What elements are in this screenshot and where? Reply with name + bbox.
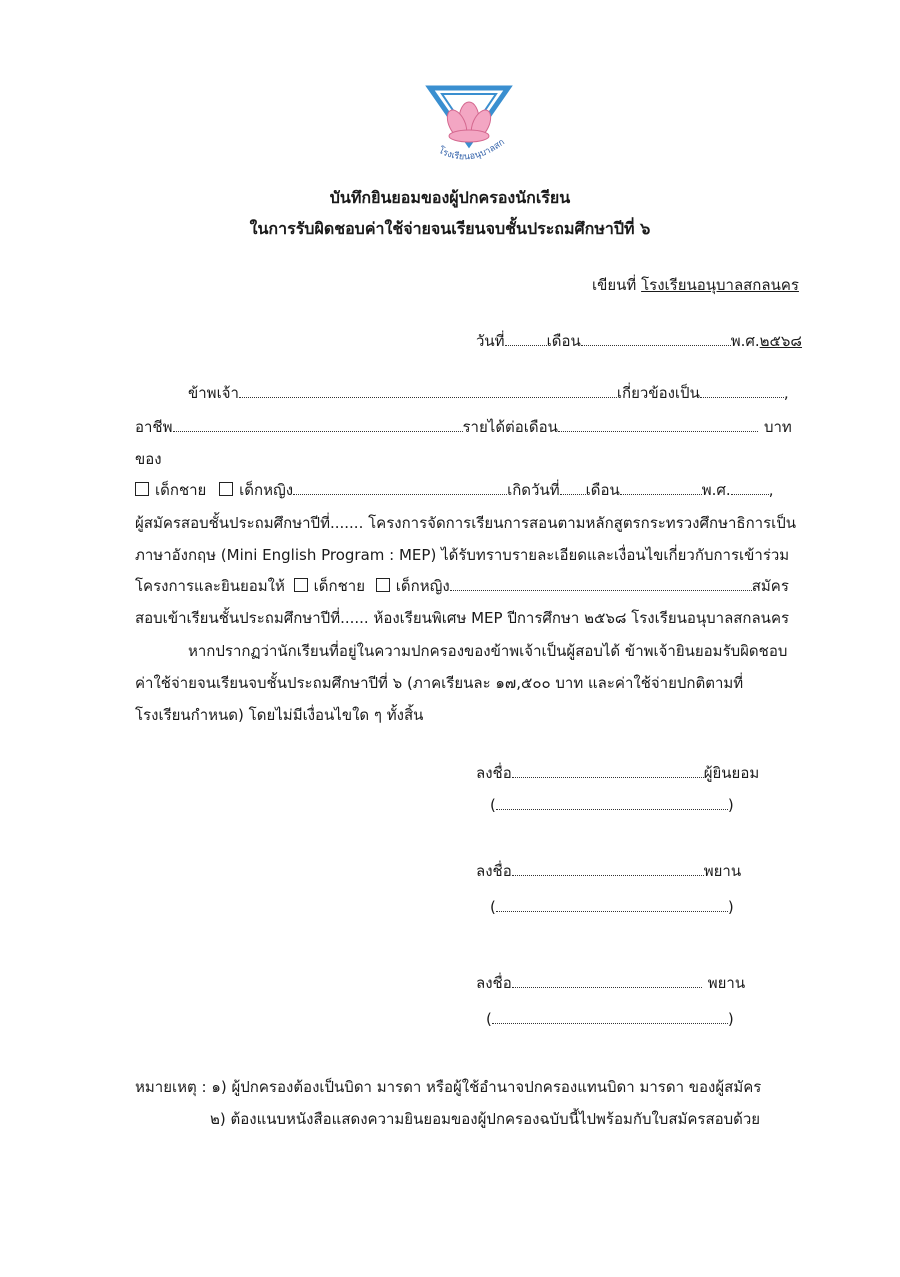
girl-label-2: เด็กหญิง bbox=[395, 577, 450, 595]
relation-field[interactable] bbox=[700, 383, 784, 398]
child-name-field[interactable] bbox=[293, 480, 507, 495]
apply-label: สมัคร bbox=[751, 577, 789, 595]
signature-field[interactable] bbox=[512, 973, 702, 988]
printed-name-field[interactable] bbox=[496, 795, 728, 810]
boy-label-2: เด็กชาย bbox=[313, 577, 366, 595]
child-name-field-2[interactable] bbox=[450, 576, 752, 591]
boy-checkbox-2[interactable] bbox=[294, 578, 308, 592]
printed-name-field[interactable] bbox=[496, 897, 728, 912]
printed-name-field[interactable] bbox=[492, 1009, 728, 1024]
year-value: ๒๕๖๘ bbox=[759, 332, 803, 350]
para2-line-3: โรงเรียนกำหนด) โดยไม่มีเงื่อนไขใด ๆ ทั้งสิ้น bbox=[135, 706, 424, 724]
income-label: รายได้ต่อเดือน bbox=[462, 418, 558, 436]
paren-open: ( bbox=[490, 796, 496, 814]
title-line-1: บันทึกยินยอมของผู้ปกครองนักเรียน bbox=[329, 188, 571, 207]
signature-3-name bbox=[486, 1009, 734, 1029]
place-line bbox=[592, 275, 799, 295]
birth-month-label: เดือน bbox=[585, 481, 620, 499]
occupation-label: อาชีพ bbox=[135, 418, 173, 436]
note-2: ๒) ต้องแนบหนังสือแสดงความยินยอมของผู้ปกครองฉบับนี้ไปพร้อมกับใบสมัครสอบด้วย bbox=[210, 1110, 761, 1128]
paren-close: ) bbox=[727, 1010, 734, 1028]
body-line-7 bbox=[135, 576, 789, 596]
boy-checkbox[interactable] bbox=[135, 482, 149, 496]
paren-open: ( bbox=[486, 1010, 492, 1028]
sign-label: ลงชื่อ bbox=[476, 862, 512, 880]
birth-day-field[interactable] bbox=[560, 480, 586, 495]
signature-3 bbox=[476, 973, 745, 993]
birth-year-field[interactable] bbox=[731, 480, 769, 495]
paren-open: ( bbox=[490, 898, 496, 916]
name-field[interactable] bbox=[239, 383, 617, 398]
body-line-4 bbox=[135, 480, 773, 500]
day-field[interactable] bbox=[505, 331, 547, 346]
body-line-8: สอบเข้าเรียนชั้นประถมศึกษาปีที่...... ห้องเรียนพิเศษ MEP ปีการศึกษา ๒๕๖๘ โรงเรียนอนุบาลสกลนคร bbox=[135, 609, 790, 627]
body-line-3: ของ bbox=[135, 450, 162, 468]
comma: , bbox=[783, 384, 789, 402]
signature-1-name bbox=[490, 795, 734, 815]
birth-label: เกิดวันที่ bbox=[507, 481, 560, 499]
witness-label: พยาน bbox=[703, 862, 742, 880]
month-label: เดือน bbox=[546, 332, 581, 350]
place-label: เขียนที่ bbox=[592, 276, 637, 294]
girl-label: เด็กหญิง bbox=[239, 481, 294, 499]
birth-month-field[interactable] bbox=[620, 480, 702, 495]
body-line-5: ผู้สมัครสอบชั้นประถมศึกษาปีที่....... โครงการจัดการเรียนการสอนตามหลักสูตรกระทรวงศึกษาธิการเป็น bbox=[135, 514, 797, 532]
date-line bbox=[476, 331, 802, 351]
day-label: วันที่ bbox=[476, 332, 505, 350]
year-label: พ.ศ. bbox=[730, 332, 760, 350]
comma: , bbox=[768, 481, 774, 499]
sign-label: ลงชื่อ bbox=[476, 974, 512, 992]
note-label: หมายเหตุ : bbox=[135, 1078, 207, 1096]
title-line-2: ในการรับผิดชอบค่าใช้จ่ายจนเรียนจบชั้นประถมศึกษาปีที่ ๖ bbox=[249, 219, 651, 238]
sign-label: ลงชื่อ bbox=[476, 764, 512, 782]
consenter-label: ผู้ยินยอม bbox=[703, 764, 760, 782]
witness-label: พยาน bbox=[707, 974, 746, 992]
girl-checkbox-2[interactable] bbox=[376, 578, 390, 592]
body-line-2 bbox=[135, 417, 792, 437]
paren-close: ) bbox=[727, 796, 734, 814]
month-field[interactable] bbox=[581, 331, 731, 346]
signature-1 bbox=[476, 763, 759, 783]
place-value: โรงเรียนอนุบาลสกลนคร bbox=[641, 276, 799, 294]
note-line-1 bbox=[135, 1077, 761, 1097]
occupation-field[interactable] bbox=[173, 417, 463, 432]
para2-line-1: หากปรากฏว่านักเรียนที่อยู่ในความปกครองของข้าพเจ้าเป็นผู้สอบได้ ข้าพเจ้ายินยอมรับผิดชอบ bbox=[188, 642, 788, 660]
signature-field[interactable] bbox=[512, 763, 704, 778]
body-line-1 bbox=[188, 383, 789, 403]
consent-label: โครงการและยินยอมให้ bbox=[135, 577, 285, 595]
signature-field[interactable] bbox=[512, 861, 704, 876]
relation-label: เกี่ยวข้องเป็น bbox=[616, 384, 700, 402]
name-label: ข้าพเจ้า bbox=[188, 384, 239, 402]
body-line-6: ภาษาอังกฤษ (Mini English Program : MEP) ได้รับทราบรายละเอียดและเงื่อนไขเกี่ยวกับการเข้าร่วม bbox=[135, 546, 790, 564]
logo-arc-text: โรงเรียนอนุบาลสก bbox=[436, 137, 507, 163]
boy-label: เด็กชาย bbox=[155, 481, 207, 499]
paren-close: ) bbox=[727, 898, 734, 916]
baht-label: บาท bbox=[763, 418, 792, 436]
income-field[interactable] bbox=[558, 417, 758, 432]
school-logo bbox=[424, 82, 514, 172]
girl-checkbox[interactable] bbox=[219, 482, 233, 496]
signature-2 bbox=[476, 861, 741, 881]
signature-2-name bbox=[490, 897, 734, 917]
birth-year-label: พ.ศ. bbox=[701, 481, 731, 499]
note-1: ๑) ผู้ปกครองต้องเป็นบิดา มารดา หรือผู้ใช้อำนาจปกครองแทนบิดา มารดา ของผู้สมัคร bbox=[211, 1078, 762, 1096]
para2-line-2: ค่าใช้จ่ายจนเรียนจบชั้นประถมศึกษาปีที่ ๖ (ภาคเรียนละ ๑๗,๕๐๐ บาท และค่าใช้จ่ายปกติตามที่ bbox=[135, 674, 744, 692]
